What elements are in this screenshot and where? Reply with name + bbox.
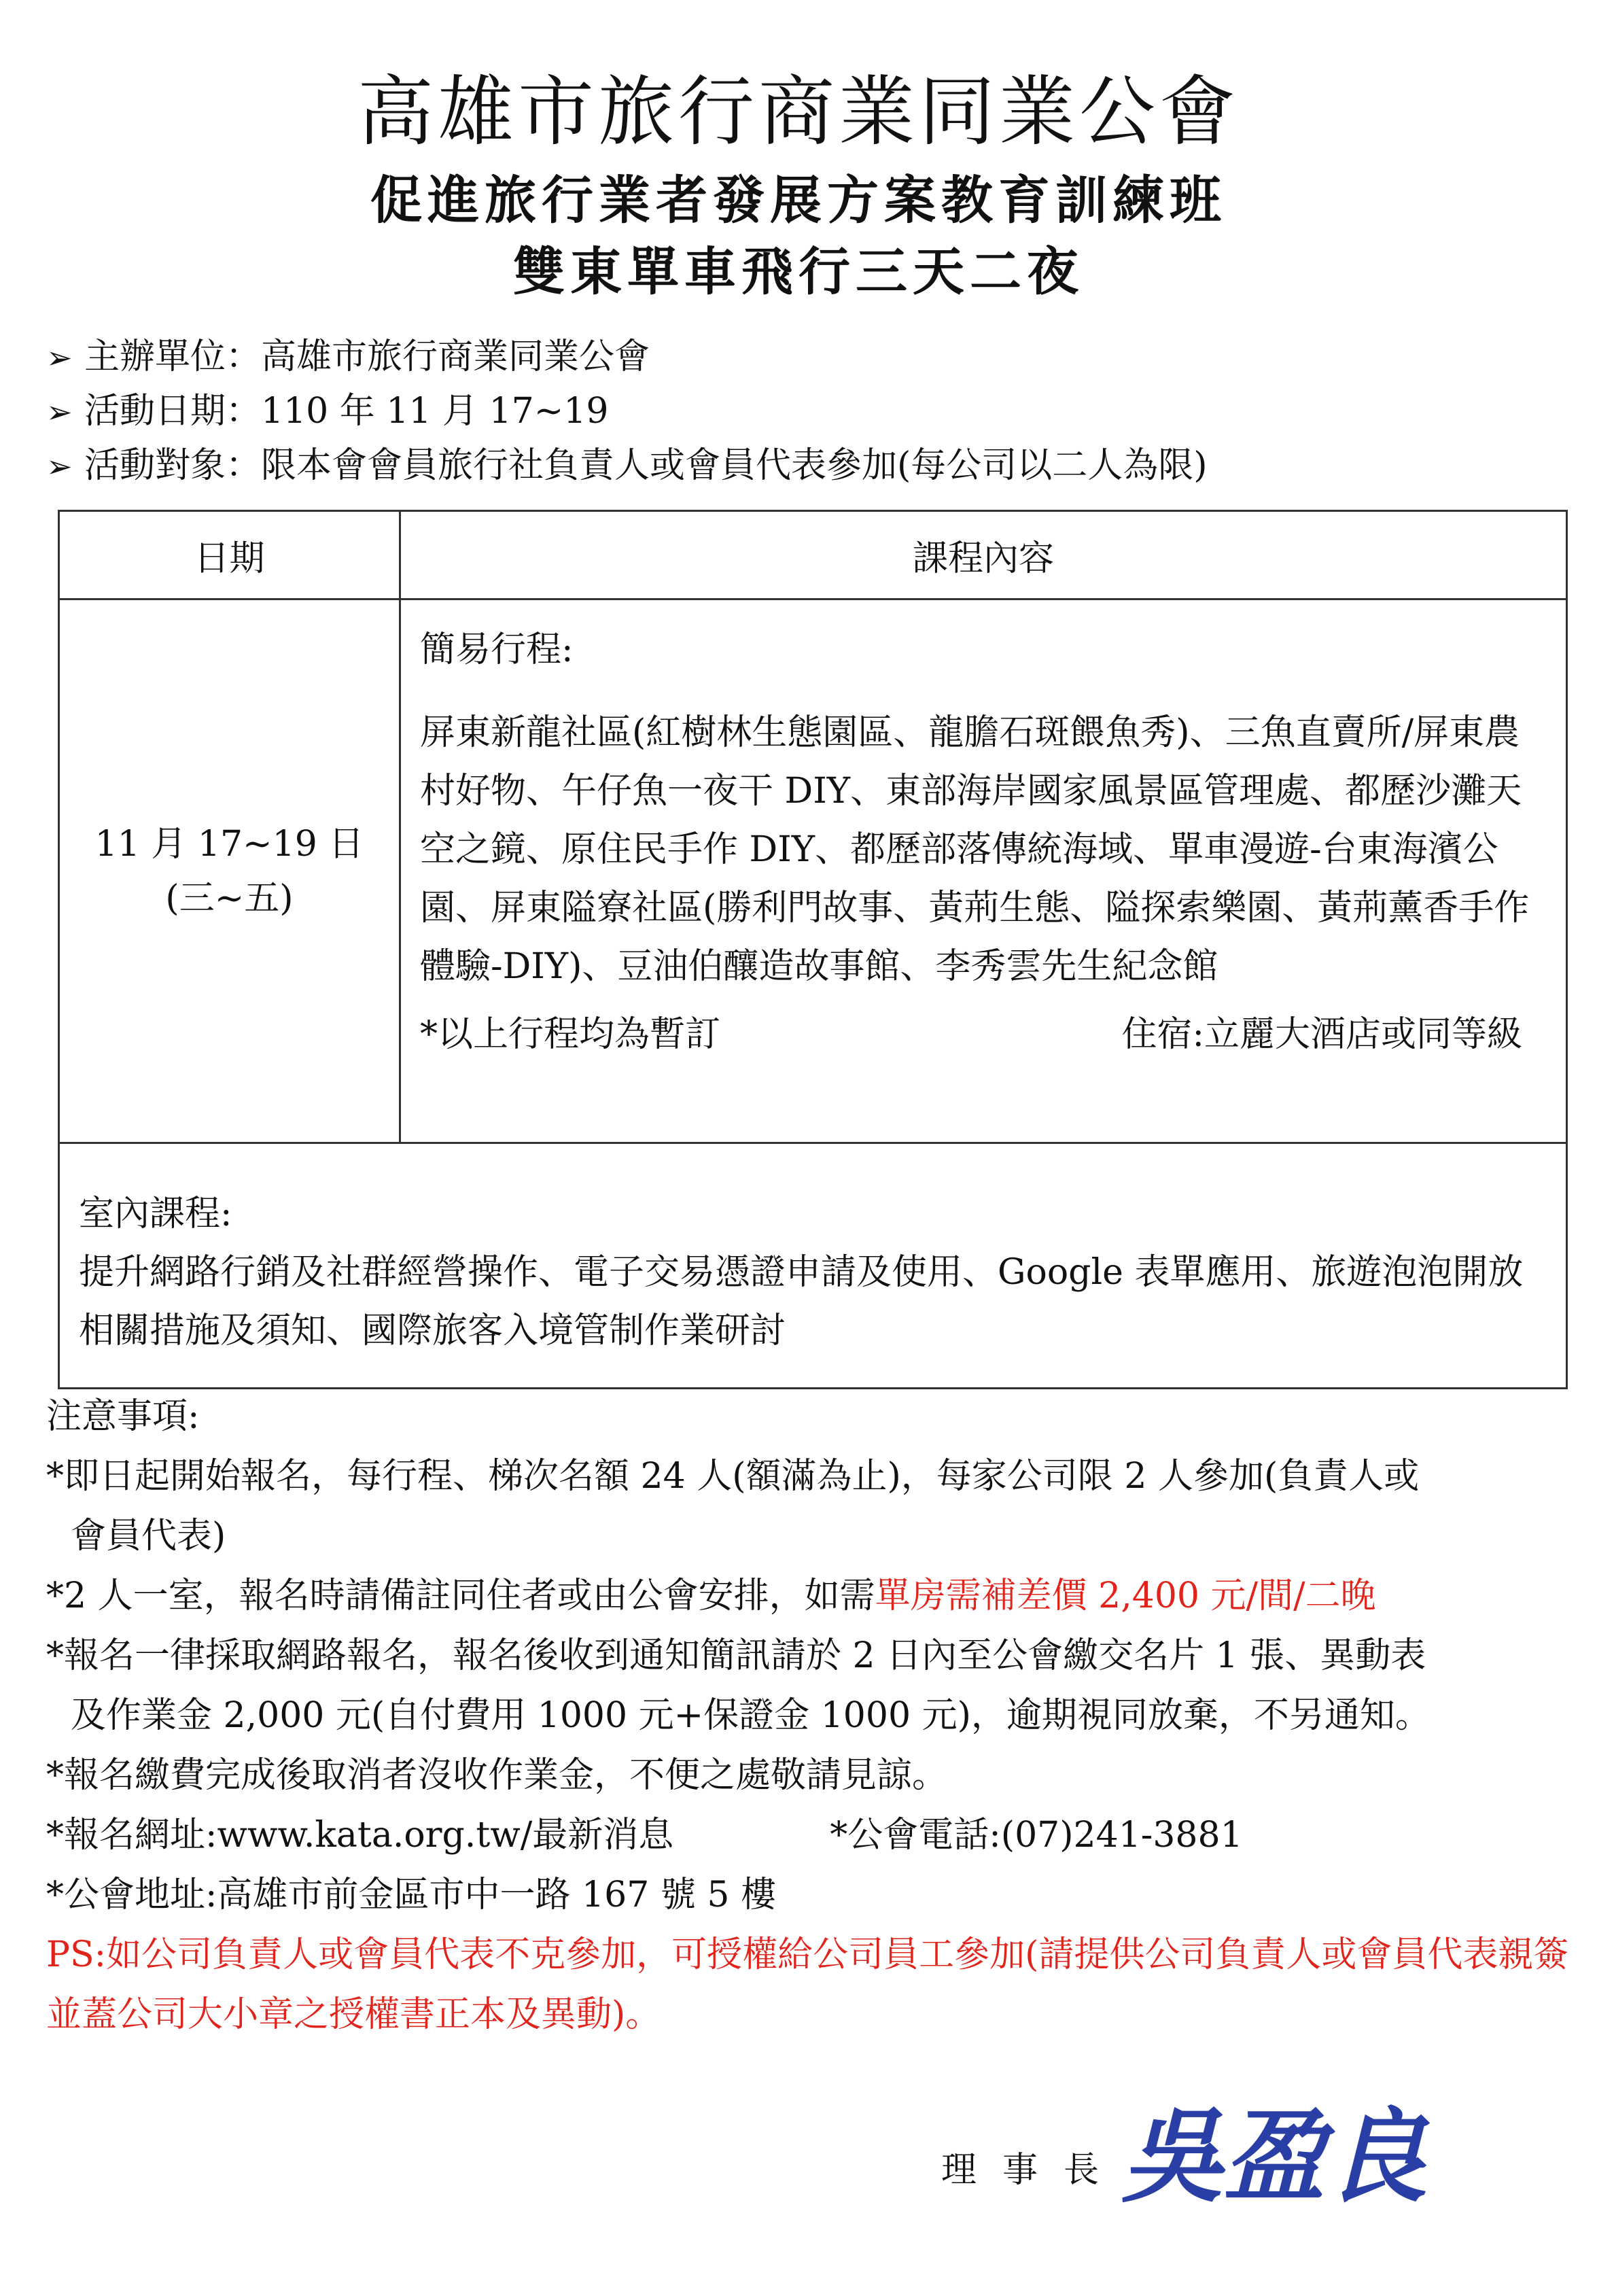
indoor-row: [59, 1143, 1567, 1389]
date-range: 11 月 17~19 日: [94, 823, 364, 865]
info-date: ➢ 活動日期：110 年 11 月 17~19: [46, 384, 608, 439]
note-registration-cont: 會員代表): [71, 1516, 226, 1556]
ps-note: PS:如公司負責人或會員代表不克參加，可授權給公司員工參加(請提供公司負責人或會員代表親簽並蓋公司大小章之授權書正本及異動)。: [46, 1934, 1569, 2035]
trip-title: 雙東單車飛行三天二夜: [513, 241, 1084, 302]
signature-text: 吳盈良: [1121, 2097, 1428, 2212]
note-room: *2 人一室，報名時請備註同住者或由公會安排，如需單房需補差價 2,400 元/間/二晚: [46, 1576, 1376, 1616]
single-room-surcharge: 單房需補差價 2,400 元/間/二晚: [875, 1576, 1376, 1616]
info-organizer: ➢ 主辦單位：高雄市旅行商業同業公會: [46, 330, 650, 385]
itinerary-label: 簡易行程:: [420, 629, 574, 670]
tentative-note: *以上行程均為暫訂: [420, 1014, 721, 1055]
info-target: ➢ 活動對象：限本會會員旅行社負責人或會員代表參加(每公司以二人為限): [46, 438, 1208, 493]
note-online: *報名一律採取網路報名，報名後收到通知簡訊請於 2 日內至公會繳交名片 1 張、異動表: [46, 1635, 1426, 1676]
notes-title: 注意事項:: [46, 1396, 200, 1437]
address-text: *公會地址:高雄市前金區市中一路 167 號 5 樓: [46, 1875, 776, 1915]
note-registration: *即日起開始報名，每行程、梯次名額 24 人(額滿為止)，每家公司限 2 人參加(負責人或: [46, 1456, 1420, 1497]
weekday-range: (三~五): [165, 877, 294, 919]
itinerary-notes: [420, 1005, 1549, 1064]
indoor-text: 提升網路行銷及社群經營操作、電子交易憑證申請及使用、Google 表單應用、旅遊泡泡開放相關措施及須知、國際旅客入境管制作業研討: [79, 1252, 1524, 1351]
itinerary-text: 屏東新龍社區(紅樹林生態園區、龍膽石斑餵魚秀)、三魚直賣所/屏東農村好物、午仔魚一夜干 DIY、東部海岸國家風景區管理處、都歷沙灘天空之鏡、原住民手作 DIY、都歷部落傳統海域、單車漫遊-台東海濱公園、屏東隘寮社區(勝利門故事、黃荊生態、隘探索樂園、黃荊薰香手作體驗-DIY)、豆油伯釀造故事館、李秀雲先生紀念館: [420, 712, 1530, 987]
schedule-header-row: [59, 511, 1567, 599]
note-cancel: *報名繳費完成後取消者沒收作業金，不便之處敬請見諒。: [46, 1755, 948, 1796]
phone-text: *公會電話:(07)241-3881: [830, 1815, 1243, 1856]
schedule-table: [58, 510, 1568, 1389]
schedule-date-cell: [59, 599, 400, 1143]
arrow-right-icon: ➢: [46, 394, 73, 430]
arrow-right-icon: ➢: [46, 339, 73, 376]
org-title: 高雄市旅行商業同業公會: [357, 68, 1240, 156]
schedule-content-cell: [400, 599, 1567, 1143]
website-text: *報名網址:www.kata.org.tw/最新消息: [46, 1815, 674, 1856]
header-date: 日期: [59, 511, 400, 599]
note-online-cont: 及作業金 2,000 元(自付費用 1000 元+保證金 1000 元)，逾期視同放棄，不另通知。: [71, 1695, 1431, 1736]
program-title: 促進旅行業者發展方案教育訓練班: [370, 170, 1227, 230]
schedule-row: [59, 599, 1567, 1143]
lodging-note: 住宿:立麗大酒店或同等級: [1121, 1014, 1522, 1055]
indoor-label: 室內課程:: [79, 1194, 232, 1234]
header-content: 課程內容: [400, 511, 1567, 599]
arrow-right-icon: ➢: [46, 448, 73, 485]
notes-section: [46, 1387, 1575, 2045]
chairman-title: 理事長: [941, 2150, 1125, 2191]
indoor-course-cell: [59, 1143, 1567, 1389]
chairman-signature: [1115, 2097, 1495, 2212]
note-contact: [46, 1805, 1575, 1865]
